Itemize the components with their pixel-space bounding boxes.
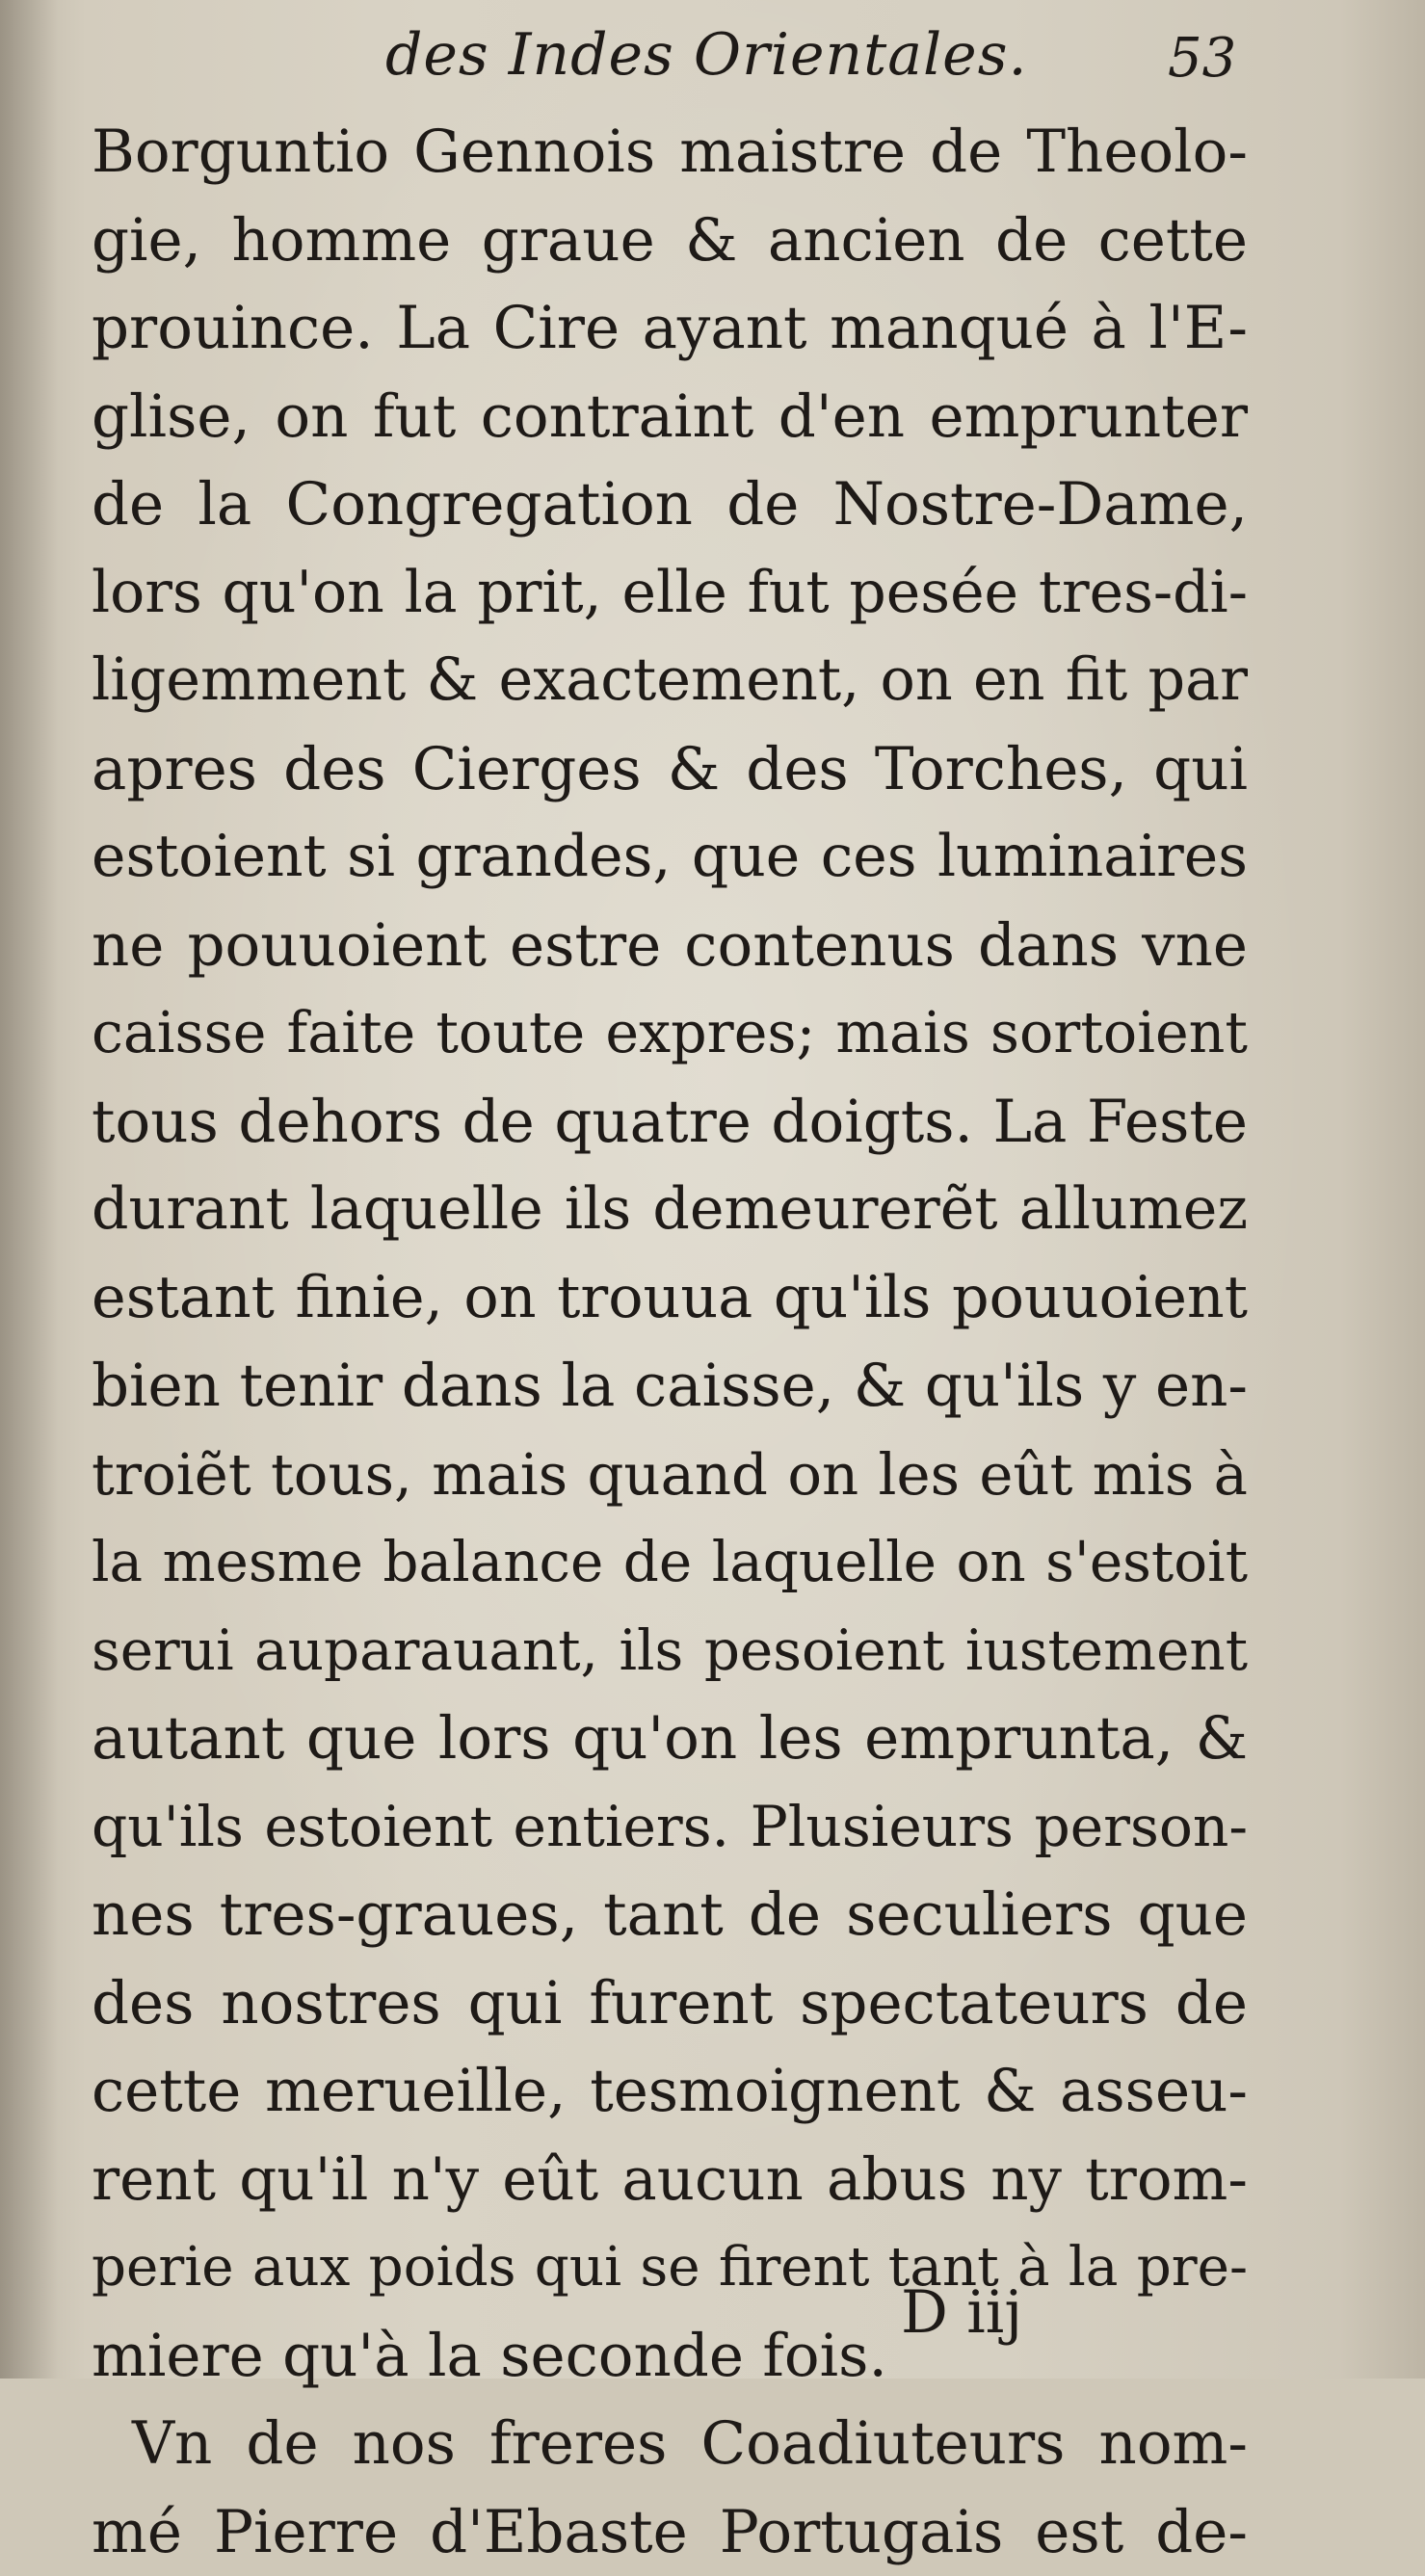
text-line: cette merueille, tesmoignent & asseu- [92, 2047, 1248, 2136]
text-line: ligemment & exactement, on en fit par [92, 637, 1248, 725]
text-line: prouince. La Cire ayant manqué à l'E- [92, 284, 1248, 373]
text-line: apres des Cierges & des Torches, qui [92, 725, 1248, 814]
paragraph-last-line: miere qu'à la seconde fois. [92, 2312, 1248, 2401]
text-line: Borguntio Gennois maistre de Theolo- [92, 108, 1248, 197]
text-line: perie aux poids qui se firent tant à la pre- [92, 2223, 1248, 2312]
text-line: bien tenir dans la caisse, & qu'ils y en- [92, 1342, 1248, 1431]
text-line: troiẽt tous, mais quand on les eût mis à [92, 1431, 1248, 1519]
text-line: rent qu'il n'y eût aucun abus ny trom- [92, 2136, 1248, 2224]
text-line: glise, on fut contraint d'en emprunter [92, 373, 1248, 461]
text-line: de la Congregation de Nostre-Dame, [92, 460, 1248, 549]
text-line: la mesme balance de laquelle on s'estoit [92, 1518, 1248, 1607]
text-line: nes tres-graues, tant de seculiers que [92, 1871, 1248, 1959]
text-line: qu'ils estoient entiers. Plusieurs person- [92, 1783, 1248, 1872]
text-line: tous dehors de quatre doigts. La Feste [92, 1078, 1248, 1167]
signature-mark: D iij [901, 2278, 1022, 2347]
text-line: des nostres qui furent spectateurs de [92, 1959, 1248, 2048]
text-line: estoient si grandes, que ces luminaires [92, 813, 1248, 902]
text-line: lors qu'on la prit, elle fut pesée tres-di- [92, 549, 1248, 638]
running-title: des Indes Orientales. [385, 21, 1028, 89]
text-line: durant laquelle ils demeurerẽt allumez [92, 1166, 1248, 1254]
text-line: gie, homme graue & ancien de cette [92, 197, 1248, 285]
text-line: ne pouuoient estre contenus dans vne [92, 902, 1248, 990]
text-line: mé Pierre d'Ebaste Portugais est de- [92, 2488, 1248, 2576]
text-line: caisse faite toute expres; mais sortoient [92, 989, 1248, 1078]
body-text [92, 108, 1248, 2576]
text-line: estant finie, on trouua qu'ils pouuoient [92, 1254, 1248, 1343]
binding-gutter-shadow [0, 0, 58, 2379]
text-line: serui auparauant, ils pesoient iustement [92, 1607, 1248, 1695]
page-number: 53 [1168, 27, 1236, 90]
text-line: autant que lors qu'on les emprunta, & [92, 1695, 1248, 1783]
paragraph-first-line: Vn de nos freres Coadiuteurs nom- [92, 2400, 1248, 2488]
